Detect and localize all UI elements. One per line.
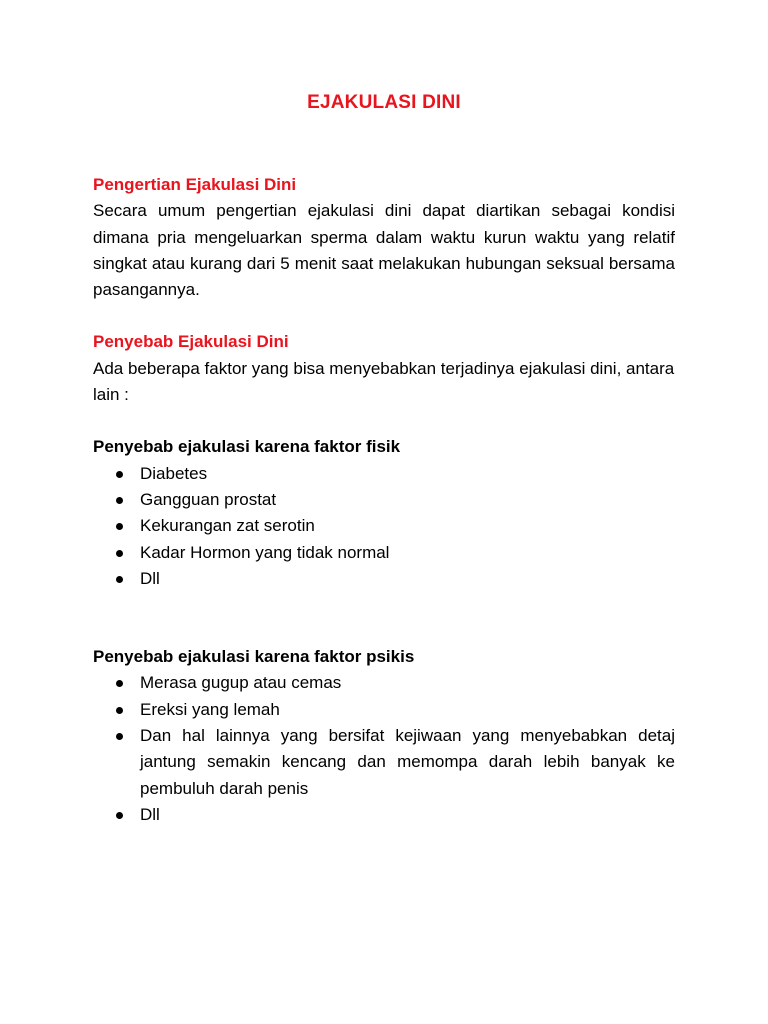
spacer (93, 592, 675, 644)
list-item (93, 670, 675, 696)
document-title: EJAKULASI DINI (307, 92, 461, 113)
bullet-icon (116, 550, 123, 557)
section-heading-definition: Pengertian Ejakulasi Dini (93, 175, 297, 194)
section-heading-causes: Penyebab Ejakulasi Dini (93, 332, 289, 352)
list-item (93, 802, 675, 828)
bullet-icon (116, 497, 123, 504)
list-item (93, 461, 675, 487)
list-item-text: Kekurangan zat serotin (140, 516, 315, 536)
spacer (93, 408, 675, 434)
causes-intro-paragraph: Ada beberapa faktor yang bisa menyebabkan terjadinya ejakulasi dini, antara lain : (93, 358, 675, 405)
bullet-icon (116, 523, 123, 530)
list-item (93, 697, 675, 723)
list-item-text: Ereksi yang lemah (140, 699, 280, 719)
spacer (93, 303, 675, 329)
list-item-text: Diabetes (140, 463, 208, 483)
bullet-icon (116, 576, 123, 583)
bullet-icon (116, 707, 123, 714)
physical-causes-heading: Penyebab ejakulasi karena faktor fisik (93, 437, 401, 457)
bullet-icon (116, 812, 123, 819)
definition-paragraph: Secara umum pengertian ejakulasi dini dapat diartikan sebagai kondisi dimana pria mengeluarkan sperma dalam waktu kurun waktu yang relatif singkat atau kurang dari 5 menit saat melakukan hubungan seksual bersama pasangannya. (93, 201, 675, 300)
list-item (93, 513, 675, 539)
document-body (93, 172, 675, 828)
list-item (93, 487, 675, 513)
list-item-text: Merasa gugup atau cemas (140, 673, 342, 693)
list-item (93, 566, 675, 592)
list-item-text: Dan hal lainnya yang bersifat kejiwaan yang menyebabkan detaj jantung semakin kencang dan memompa darah lebih banyak ke pembuluh darah penis (140, 726, 675, 798)
bullet-icon (116, 733, 123, 740)
bullet-icon (116, 680, 123, 687)
physical-causes-list (93, 461, 675, 592)
list-item-text: Kadar Hormon yang tidak normal (140, 542, 390, 562)
list-item-text: Dll (140, 804, 160, 824)
list-item-text: Dll (140, 568, 160, 588)
list-item (93, 540, 675, 566)
list-item-text: Gangguan prostat (140, 489, 277, 509)
list-item (93, 723, 675, 802)
bullet-icon (116, 471, 123, 478)
psychological-causes-list (93, 670, 675, 828)
psychological-causes-heading: Penyebab ejakulasi karena faktor psikis (93, 647, 415, 667)
